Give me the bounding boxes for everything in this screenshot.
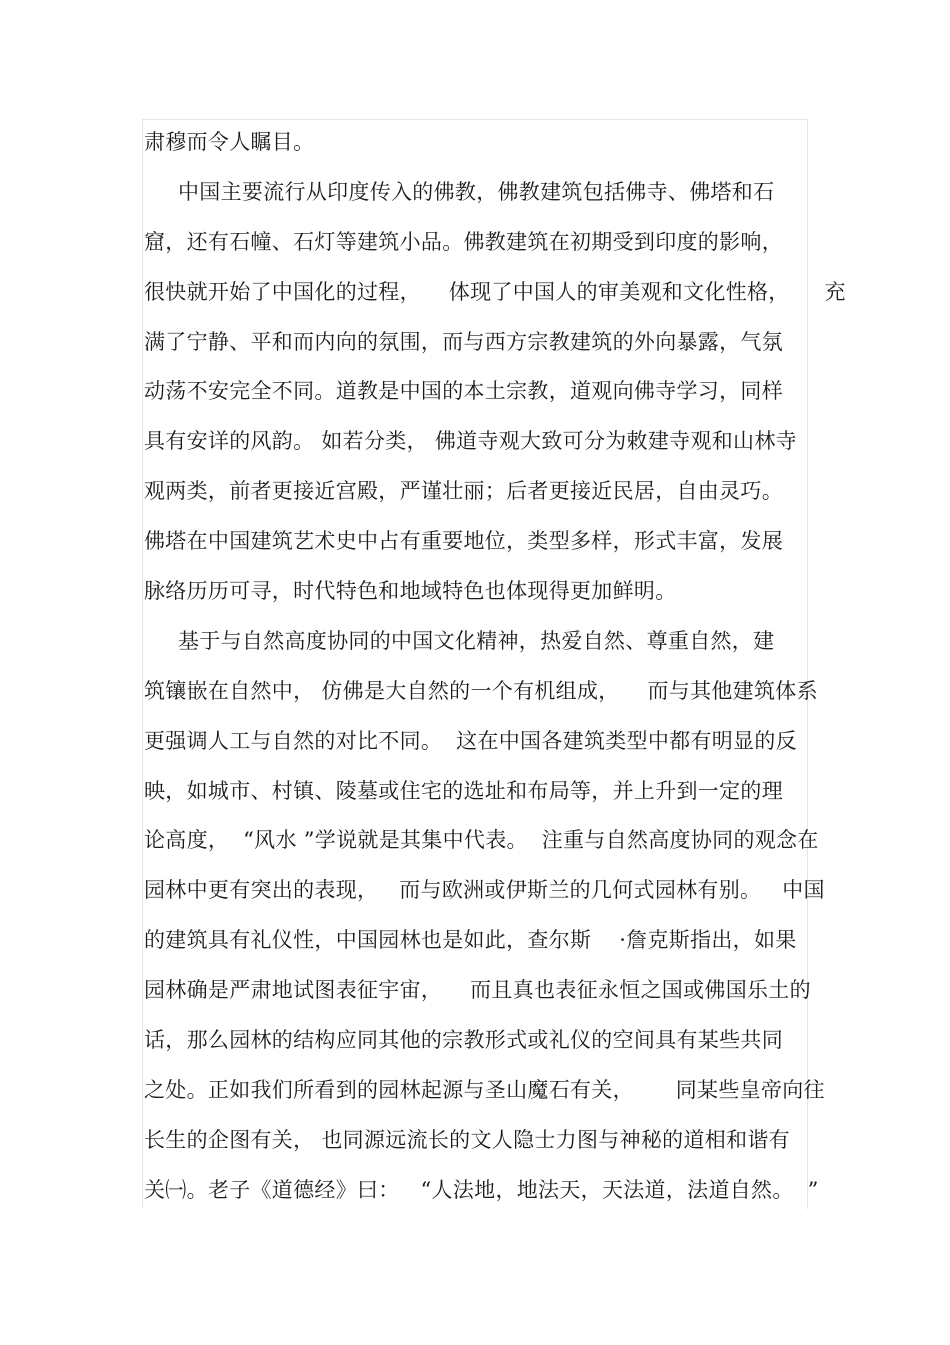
text-line: 园林确是严肃地试图表征宇宙， 而且真也表征永恒之国或佛国乐土的 bbox=[144, 978, 811, 1003]
text-line: 中国主要流行从印度传入的佛教，佛教建筑包括佛寺、佛塔和石 bbox=[178, 179, 775, 204]
text-line: 脉络历历可寻，时代特色和地域特色也体现得更加鲜明。 bbox=[144, 579, 677, 604]
text-line: 肃穆而令人瞩目。 bbox=[144, 130, 315, 154]
text-line: 观两类，前者更接近宫殿，严谨壮丽；后者更接近民居，自由灵巧。 bbox=[144, 479, 783, 504]
text-line: 话，那么园林的结构应同其他的宗教形式或礼仪的空间具有某些共同 bbox=[144, 1028, 783, 1053]
text-line: 的建筑具有礼仪性，中国园林也是如此，查尔斯 ·詹克斯指出，如果 bbox=[144, 928, 797, 953]
text-line: 园林中更有突出的表现， 而与欧洲或伊斯兰的几何式园林有别。 中国 bbox=[144, 878, 825, 903]
text-line: 之处。正如我们所看到的园林起源与圣山魔石有关， 同某些皇帝向往 bbox=[144, 1077, 825, 1102]
text-line: 论高度， “风水 ”学说就是其集中代表。 注重与自然高度协同的观念在 bbox=[144, 828, 819, 853]
text-line: 映，如城市、村镇、陵墓或住宅的选址和布局等，并上升到一定的理 bbox=[144, 778, 783, 803]
text-line: 更强调人工与自然的对比不同。 这在中国各建筑类型中都有明显的反 bbox=[144, 728, 797, 753]
text-line: 具有安详的风韵。 如若分类， 佛道寺观大致可分为敕建寺观和山林寺 bbox=[144, 429, 797, 454]
text-line: 关㈠。老子《道德经》曰： “人法地，地法天，天法道，法道自然。 ” bbox=[144, 1177, 819, 1202]
document-body bbox=[144, 118, 846, 1216]
text-line: 满了宁静、平和而内向的氛围，而与西方宗教建筑的外向暴露，气氛 bbox=[144, 329, 783, 354]
text-line: 很快就开始了中国化的过程， 体现了中国人的审美观和文化性格， 充 bbox=[144, 279, 846, 304]
text-line: 佛塔在中国建筑艺术史中占有重要地位，类型多样，形式丰富，发展 bbox=[144, 529, 783, 554]
text-line: 窟，还有石幢、石灯等建筑小品。佛教建筑在初期受到印度的影响， bbox=[144, 229, 783, 254]
text-line: 动荡不安完全不同。道教是中国的本土宗教，道观向佛寺学习，同样 bbox=[144, 379, 783, 404]
text-line: 长生的企图有关， 也同源远流长的文人隐士力图与神秘的道相和谐有 bbox=[144, 1127, 790, 1152]
text-line: 基于与自然高度协同的中国文化精神，热爱自然、尊重自然，建 bbox=[178, 628, 775, 653]
text-line: 筑镶嵌在自然中， 仿佛是大自然的一个有机组成， 而与其他建筑体系 bbox=[144, 678, 818, 703]
